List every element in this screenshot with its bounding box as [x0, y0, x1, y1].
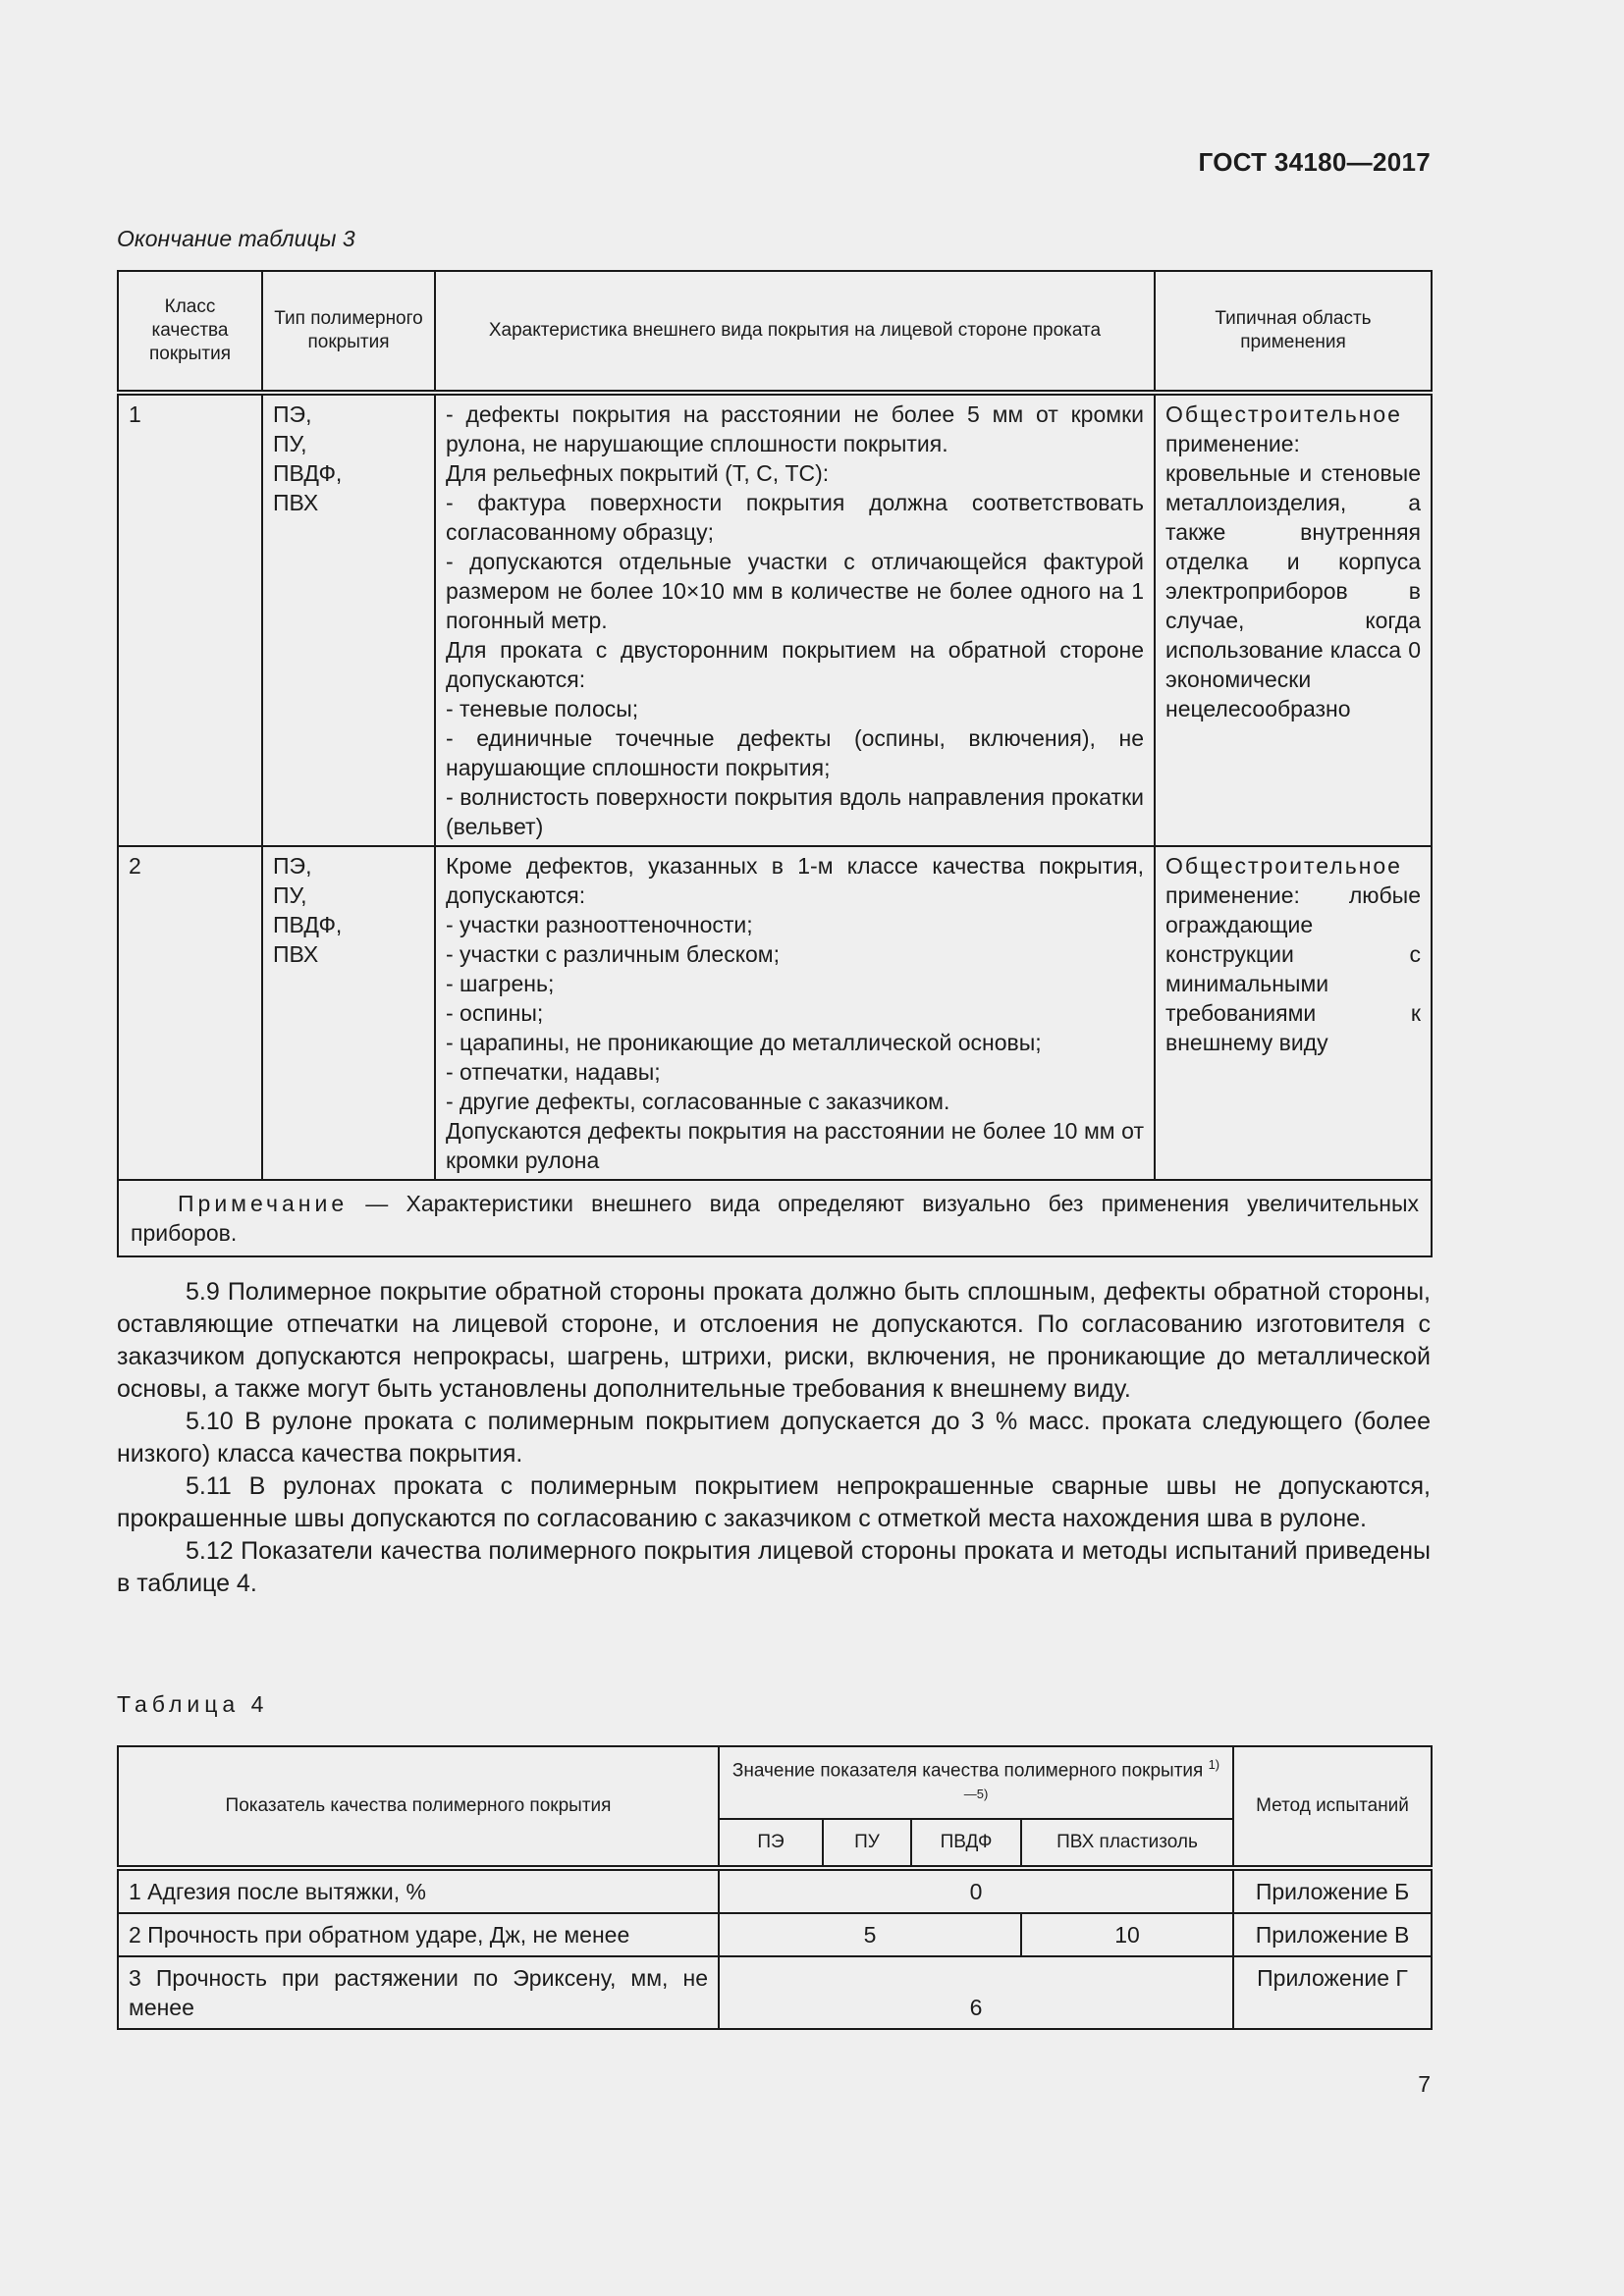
characteristic-line: - оспины;: [446, 1000, 544, 1026]
table4-subcol-pvc: ПВХ пластизоль: [1021, 1819, 1233, 1868]
table-row: [118, 393, 1432, 846]
coating-type: ПЭ,: [273, 401, 312, 427]
paragraph-5-9: 5.9 Полимерное покрытие обратной стороны проката должно быть сплошным, дефекты обратной стороны, оставляющие отпечатки на лицевой стороне, и отслоения не допускаются. По согласованию изготовителя с заказчиком допускаются непрокрасы, шагрень, штрихи, риски, включения, не проникающие до металлической основы, а также могут быть установлены дополнительные требования к внешнему виду.: [117, 1278, 1431, 1403]
appearance-characteristics: [435, 393, 1155, 846]
note-text: — Характеристики внешнего вида определяют визуально без применения увеличительных приборов.: [131, 1191, 1419, 1246]
application-area: [1155, 393, 1432, 846]
paragraph-5-11: 5.11 В рулонах проката с полимерным покрытием непрокрашенные сварные швы не допускаются, прокрашенные швы допускаются по согласованию с заказчиком с отметкой места нахождения шва в рулоне.: [117, 1472, 1431, 1532]
characteristic-line: - другие дефекты, согласованные с заказчиком.: [446, 1089, 950, 1114]
indicator-name: 2 Прочность при обратном ударе, Дж, не менее: [118, 1913, 719, 1956]
table3-header-row: [118, 271, 1432, 393]
appearance-characteristics: [435, 846, 1155, 1180]
table-4: [117, 1745, 1433, 2030]
test-method: Приложение Б: [1233, 1868, 1432, 1913]
table3-col-type: Тип полимерного покрытия: [262, 271, 435, 393]
characteristic-line: - отпечатки, надавы;: [446, 1059, 661, 1085]
coating-types: [262, 393, 435, 846]
note-label: Примечание: [178, 1191, 349, 1216]
table4-col-indicator: Показатель качества полимерного покрытия: [118, 1746, 719, 1868]
table4-col-method: Метод испытаний: [1233, 1746, 1432, 1868]
characteristic-line: - царапины, не проникающие до металлической основы;: [446, 1030, 1042, 1055]
characteristic-line: Для рельефных покрытий (Т, С, ТС):: [446, 460, 830, 486]
coating-type: ПВДФ,: [273, 912, 343, 937]
table4-col-value-label: Значение показателя качества полимерного покрытия: [731, 1760, 1204, 1781]
application-lead: Общестроительное: [1165, 401, 1402, 427]
paragraph-5-12: 5.12 Показатели качества полимерного покрытия лицевой стороны проката и методы испытаний приведены в таблице 4.: [117, 1537, 1431, 1597]
characteristic-line: Кроме дефектов, указанных в 1-м классе качества покрытия, допускаются:: [446, 853, 1144, 908]
indicator-name: 3 Прочность при растяжении по Эриксену, мм, не менее: [118, 1956, 719, 2029]
table3-note: [118, 1180, 1432, 1256]
coating-type: ПЭ,: [273, 853, 312, 879]
indicator-value: 6: [719, 1956, 1233, 2029]
characteristic-line: - шагрень;: [446, 971, 555, 996]
characteristic-line: - волнистость поверхности покрытия вдоль направления прокатки (вельвет): [446, 784, 1144, 839]
characteristic-line: Допускаются дефекты покрытия на расстоянии не более 10 мм от кромки рулона: [446, 1118, 1144, 1173]
quality-class: 1: [118, 393, 262, 846]
table4-subcol-pe: ПЭ: [719, 1819, 823, 1868]
characteristic-line: - фактура поверхности покрытия должна соответствовать согласованному образцу;: [446, 490, 1144, 545]
indicator-value: 0: [719, 1868, 1233, 1913]
table3-caption: Окончание таблицы 3: [117, 226, 355, 251]
coating-type: ПУ,: [273, 431, 307, 456]
characteristic-line: - теневые полосы;: [446, 696, 639, 721]
table-3: [117, 270, 1433, 1257]
table4-header-row: [118, 1746, 1432, 1819]
table3-col-application: Типичная область применения: [1155, 271, 1432, 393]
application-area: [1155, 846, 1432, 1180]
application-text: применение: кровельные и стеновые металлоизделия, а также внутренняя отделка и корпуса электроприборов в случае, когда использование класса 0 экономически нецелесообразно: [1165, 431, 1421, 721]
coating-type: ПВХ: [273, 941, 319, 967]
characteristic-line: - участки с различным блеском;: [446, 941, 781, 967]
coating-type: ПУ,: [273, 882, 307, 908]
indicator-name: 1 Адгезия после вытяжки, %: [118, 1868, 719, 1913]
table4-caption: Таблица 4: [117, 1691, 269, 1717]
characteristic-line: Для проката с двусторонним покрытием на обратной стороне допускаются:: [446, 637, 1144, 692]
test-method: Приложение Г: [1233, 1956, 1432, 2029]
table4-subcol-pvdf: ПВДФ: [911, 1819, 1021, 1868]
application-lead: Общестроительное: [1165, 853, 1402, 879]
coating-type: ПВХ: [273, 490, 319, 515]
characteristic-line: - единичные точечные дефекты (оспины, включения), не нарушающие сплошности покрытия;: [446, 725, 1144, 780]
indicator-value: 10: [1021, 1913, 1233, 1956]
table3-note-row: [118, 1180, 1432, 1256]
paragraph-5-10: 5.10 В рулоне проката с полимерным покрытием допускается до 3 % масс. проката следующего (более низкого) класса качества покрытия.: [117, 1408, 1431, 1468]
table3-col-characteristics: Характеристика внешнего вида покрытия на лицевой стороне проката: [435, 271, 1155, 393]
document-code: ГОСТ 34180—2017: [1198, 147, 1431, 177]
quality-class: 2: [118, 846, 262, 1180]
page-number: 7: [1418, 2071, 1431, 2097]
coating-types: [262, 846, 435, 1180]
indicator-value: 5: [719, 1913, 1021, 1956]
coating-type: ПВДФ,: [273, 460, 343, 486]
table4-col-value-footnotes: 1) —5): [963, 1756, 1220, 1801]
test-method: Приложение В: [1233, 1913, 1432, 1956]
table-row: [118, 1913, 1432, 1956]
table-row: [118, 1868, 1432, 1913]
table3-col-class: Класс качества покрытия: [118, 271, 262, 393]
table-row: [118, 846, 1432, 1180]
characteristic-line: - участки разнооттеночности;: [446, 912, 753, 937]
table-row: [118, 1956, 1432, 2029]
application-text: применение: любые ограждающие конструкции с минимальными требованиями к внешнему виду: [1165, 882, 1421, 1055]
table4-col-value: [719, 1746, 1233, 1819]
table4-subcol-pu: ПУ: [823, 1819, 911, 1868]
section-paragraphs: [117, 1276, 1431, 1600]
characteristic-line: - допускаются отдельные участки с отличающейся фактурой размером не более 10×10 мм в количестве не более одного на 1 погонный метр.: [446, 549, 1144, 633]
characteristic-line: - дефекты покрытия на расстоянии не более 5 мм от кромки рулона, не нарушающие сплошности покрытия.: [446, 401, 1144, 456]
